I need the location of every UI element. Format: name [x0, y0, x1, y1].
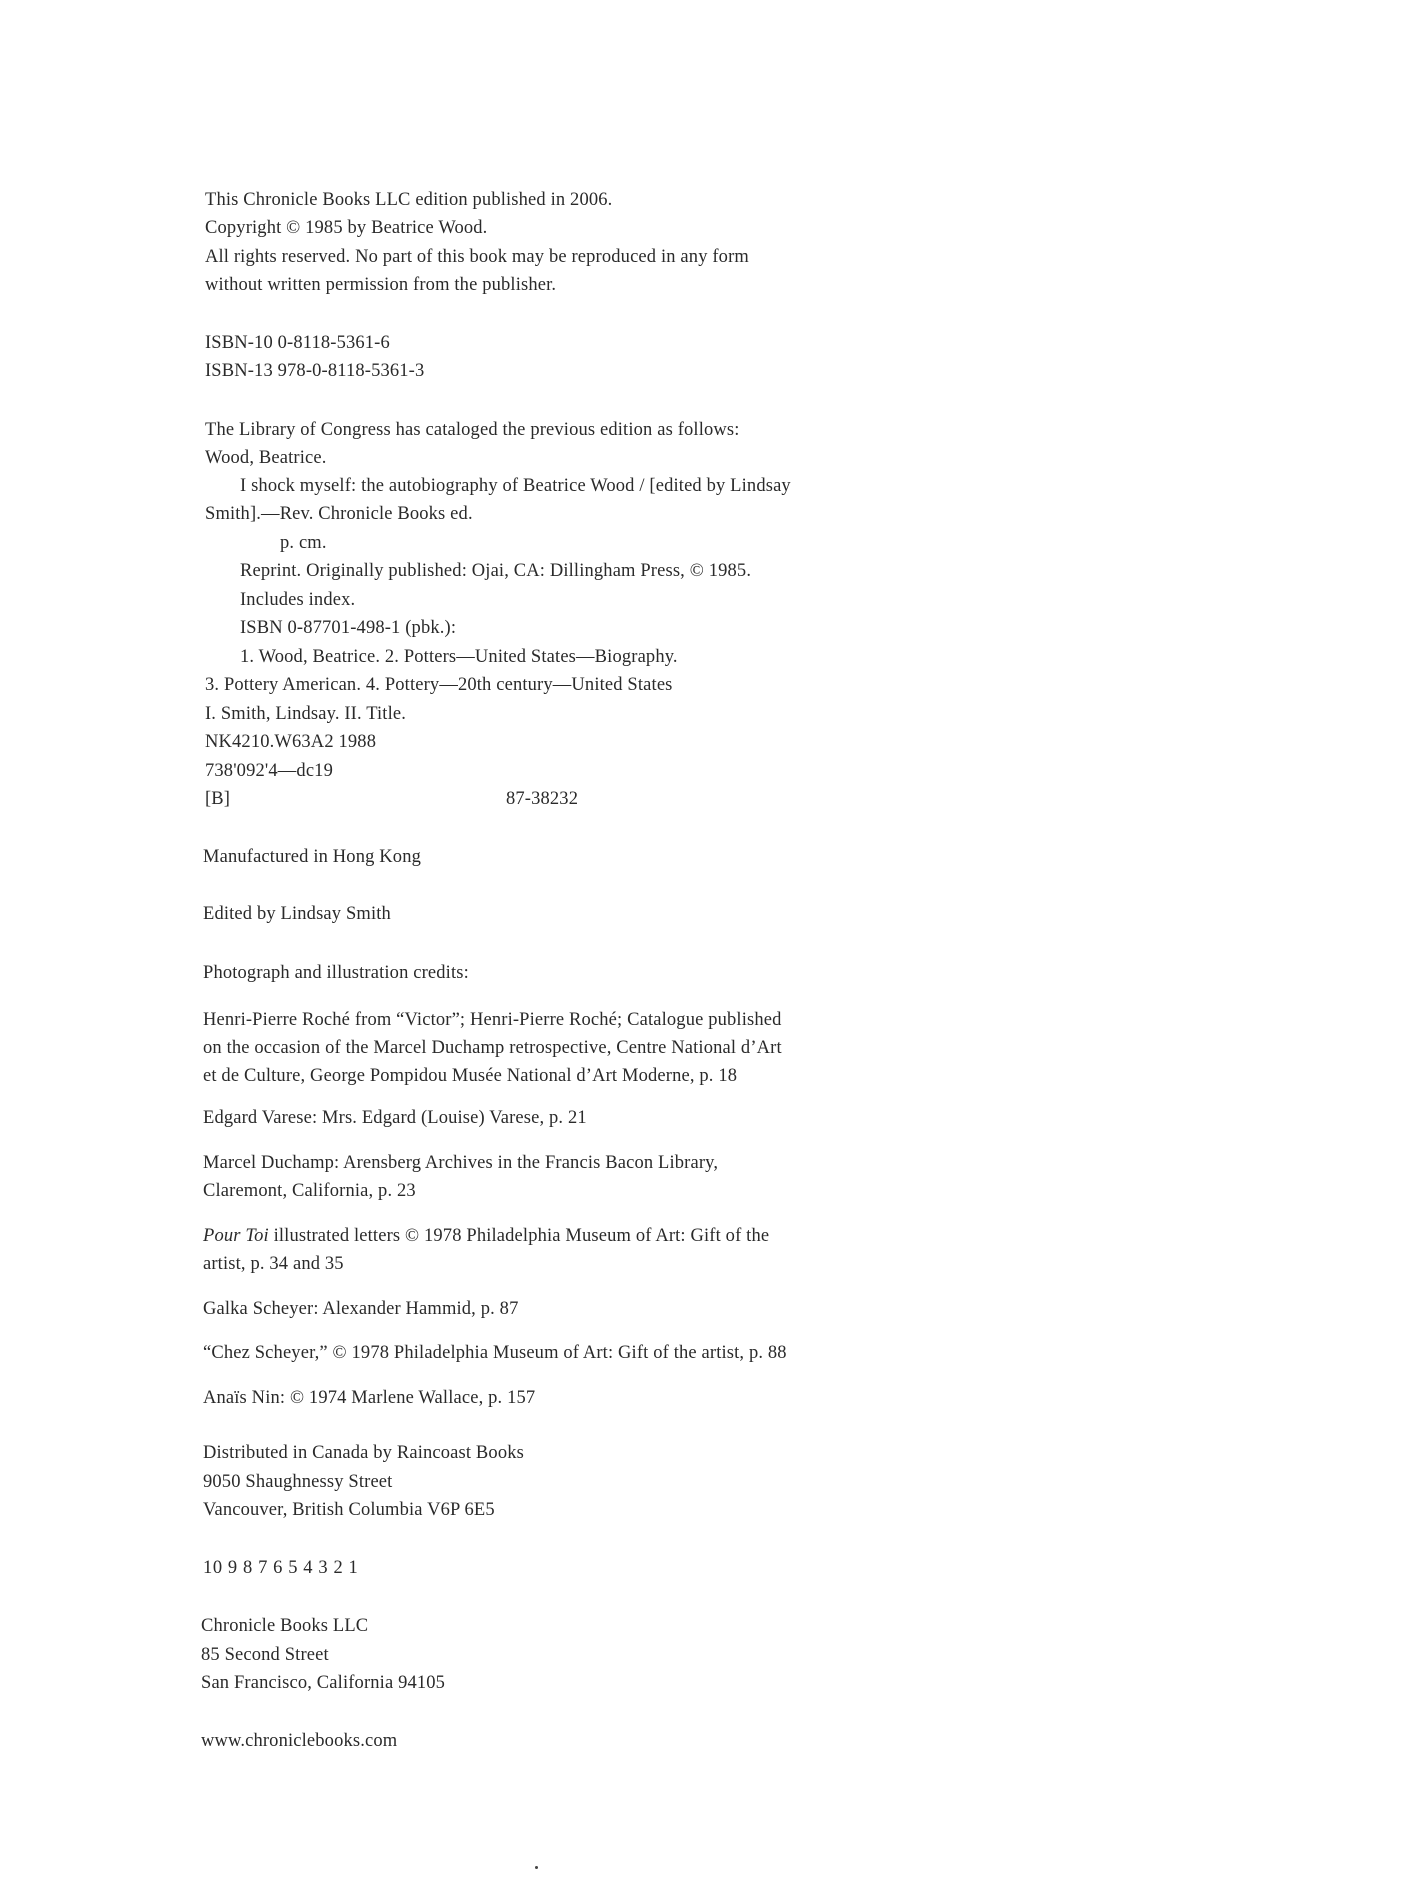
cip-subjects-2: 3. Pottery American. 4. Pottery—20th century—United States — [205, 675, 673, 695]
cip-title-2: Smith].—Rev. Chronicle Books ed. — [205, 504, 473, 524]
credit-roche-3: et de Culture, George Pompidou Musée National d’Art Moderne, p. 18 — [203, 1066, 738, 1086]
pour-toi-text: illustrated letters © 1978 Philadelphia Museum of Art: Gift of the — [268, 1226, 770, 1246]
cip-pages: p. cm. — [280, 533, 327, 553]
isbn-13: ISBN-13 978-0-8118-5361-3 — [205, 361, 425, 381]
cip-reprint: Reprint. Originally published: Ojai, CA: Dillingham Press, © 1985. — [240, 561, 752, 581]
pour-toi-title: Pour Toi — [203, 1226, 269, 1246]
cip-intro: The Library of Congress has cataloged the previous edition as follows: — [205, 420, 740, 440]
credit-nin: Anaïs Nin: © 1974 Marlene Wallace, p. 157 — [203, 1388, 536, 1408]
cip-lc-class: NK4210.W63A2 1988 — [205, 732, 377, 752]
copyright-line: Copyright © 1985 by Beatrice Wood. — [205, 218, 488, 238]
rights-line-2: without written permission from the publisher. — [205, 275, 557, 295]
credits-heading: Photograph and illustration credits: — [203, 963, 469, 983]
publisher-street: 85 Second Street — [201, 1645, 329, 1665]
rights-line-1: All rights reserved. No part of this book may be reproduced in any form — [205, 247, 749, 267]
distribution-line-3: Vancouver, British Columbia V6P 6E5 — [203, 1500, 495, 1520]
cip-index: Includes index. — [240, 590, 356, 610]
cip-dewey: 738'092'4—dc19 — [205, 761, 333, 781]
manufactured-line: Manufactured in Hong Kong — [203, 847, 421, 867]
credit-duchamp-1: Marcel Duchamp: Arensberg Archives in the Francis Bacon Library, — [203, 1153, 719, 1173]
credit-chez: “Chez Scheyer,” © 1978 Philadelphia Museum of Art: Gift of the artist, p. 88 — [203, 1343, 787, 1363]
credit-duchamp-2: Claremont, California, p. 23 — [203, 1181, 416, 1201]
credit-pour-toi-2: artist, p. 34 and 35 — [203, 1254, 344, 1274]
isbn-10: ISBN-10 0-8118-5361-6 — [205, 333, 390, 353]
distribution-line-2: 9050 Shaughnessy Street — [203, 1472, 393, 1492]
cip-isbn: ISBN 0-87701-498-1 (pbk.): — [240, 618, 457, 638]
cip-bracket: [B] — [205, 789, 231, 809]
credit-roche-1: Henri-Pierre Roché from “Victor”; Henri-Pierre Roché; Catalogue published — [203, 1010, 782, 1030]
cip-lccn: 87-38232 — [506, 789, 579, 809]
credit-varese: Edgard Varese: Mrs. Edgard (Louise) Varese, p. 21 — [203, 1108, 587, 1128]
scan-speck — [535, 1866, 538, 1869]
cip-title-1: I shock myself: the autobiography of Beatrice Wood / [edited by Lindsay — [240, 476, 791, 496]
credit-pour-toi-1 — [203, 1224, 769, 1248]
publisher-name: Chronicle Books LLC — [201, 1616, 369, 1636]
publisher-city: San Francisco, California 94105 — [201, 1673, 446, 1693]
edition-line: This Chronicle Books LLC edition published in 2006. — [205, 190, 613, 210]
cip-subjects-1: 1. Wood, Beatrice. 2. Potters—United States—Biography. — [240, 647, 678, 667]
edited-by-line: Edited by Lindsay Smith — [203, 904, 391, 924]
credit-galka: Galka Scheyer: Alexander Hammid, p. 87 — [203, 1299, 519, 1319]
distribution-line-1: Distributed in Canada by Raincoast Books — [203, 1443, 524, 1463]
website-link[interactable]: www.chroniclebooks.com — [201, 1731, 398, 1751]
cip-author: Wood, Beatrice. — [205, 448, 327, 468]
credit-roche-2: on the occasion of the Marcel Duchamp retrospective, Centre National d’Art — [203, 1038, 782, 1058]
cip-added-entries: I. Smith, Lindsay. II. Title. — [205, 704, 407, 724]
printing-line: 10 9 8 7 6 5 4 3 2 1 — [203, 1558, 359, 1578]
